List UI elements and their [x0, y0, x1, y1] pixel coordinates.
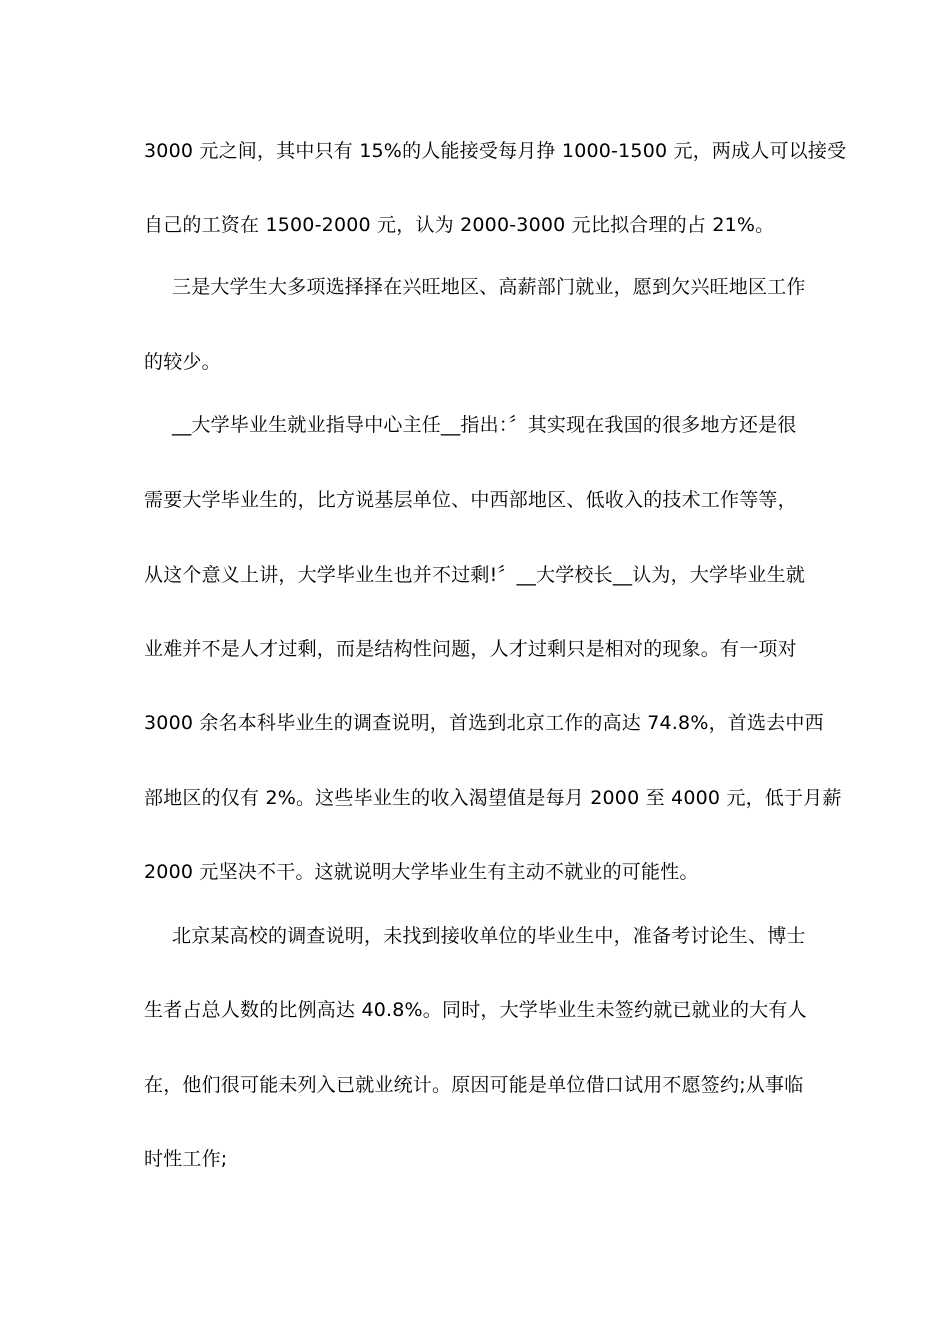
text-line-15: 时性工作; [144, 1148, 228, 1170]
text-line-10: 部地区的仅有 2%。这些毕业生的收入渴望值是每月 2000 至 4000 元，低于月薪 [144, 787, 842, 809]
text-line-1: 3000 元之间，其中只有 15%的人能接受每月挣 1000-1500 元，两成人可以接受 [144, 140, 847, 162]
text-line-14: 在，他们很可能未列入已就业统计。原因可能是单位借口试用不愿签约;从事临 [144, 1074, 804, 1096]
text-line-4: 的较少。 [144, 351, 221, 373]
text-line-5: __大学毕业生就业指导中心主任__指出：〞其实现在我国的很多地方还是很 [172, 414, 797, 436]
text-line-8: 业难并不是人才过剩，而是结构性问题，人才过剩只是相对的现象。有一项对 [144, 638, 797, 660]
text-line-11: 2000 元坚决不干。这就说明大学毕业生有主动不就业的可能性。 [144, 861, 699, 883]
text-line-3: 三是大学生大多项选择择在兴旺地区、高薪部门就业，愿到欠兴旺地区工作 [172, 276, 806, 298]
text-line-9: 3000 余名本科毕业生的调查说明，首选到北京工作的高达 74.8%，首选去中西 [144, 712, 824, 734]
text-line-12: 北京某高校的调查说明，未找到接收单位的毕业生中，准备考讨论生、博士 [172, 925, 806, 947]
text-line-13: 生者占总人数的比例高达 40.8%。同时，大学毕业生未签约就已就业的大有人 [144, 999, 807, 1021]
text-line-6: 需要大学毕业生的，比方说基层单位、中西部地区、低收入的技术工作等等， [144, 489, 797, 511]
text-line-7: 从这个意义上讲，大学毕业生也并不过剩!〞__大学校长__认为，大学毕业生就 [144, 564, 806, 586]
text-line-2: 自己的工资在 1500-2000 元，认为 2000-3000 元比拟合理的占 21%。 [144, 214, 775, 236]
